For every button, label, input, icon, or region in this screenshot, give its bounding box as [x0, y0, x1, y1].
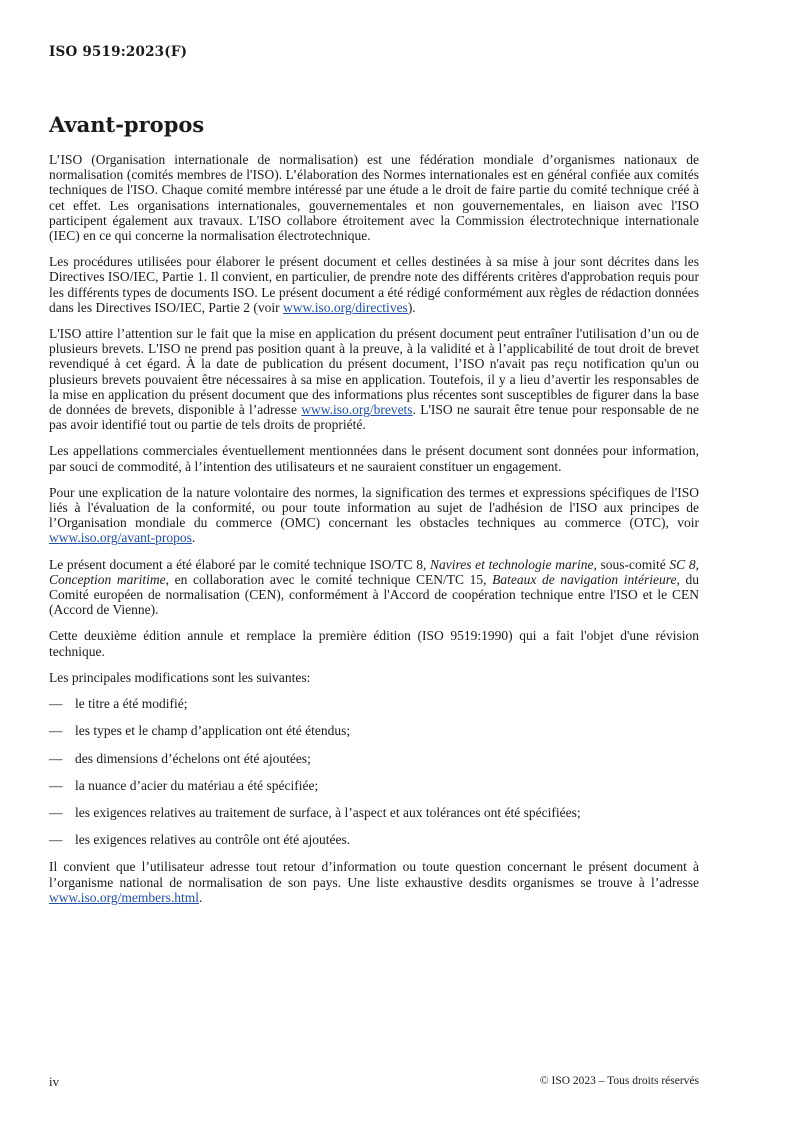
paragraph-text: Il convient que l’utilisateur adresse tout retour d’information ou toute question concernant le présent document à l’organisme national de normalisation de son pays. Une liste exhaustive desdits organismes se trouve à l’adresse — [49, 859, 699, 890]
list-dash: — — [49, 723, 63, 739]
paragraph-text: L'ISO attire l’attention sur le fait que la mise en application du présent document peut entraîner l'utilisation d’un ou de plusieurs brevets. L'ISO ne prend pas position quant à la preuve, à la validité et à l’applicabilité de tout droit de brevet revendiqué à cet égard. À la date de publication du présent document, l’ISO n'avait pas reçu notification qu'un ou plusieurs brevets pouvaient être nécessaires à sa mise en application. Toutefois, il y a lieu d’avertir les responsables de la mise en application du présent document que des informations plus récentes sont susceptibles de figurer dans la base de données de brevets, disponible à l’adresse — [49, 326, 699, 418]
paragraph-text: Les procédures utilisées pour élaborer le présent document et celles destinées à sa mise à jour sont décrites dans les Directives ISO/IEC, Partie 1. Il convient, en particulier, de prendre note des différents critères d'approbation requis pour les différents types de documents ISO. Le présent document a été rédigé conformément aux règles de rédaction données dans les Directives ISO/IEC, Partie 2 (voir — [49, 254, 699, 315]
list-item-text: la nuance d’acier du matériau a été spécifiée; — [75, 777, 319, 793]
paragraph-committee — [49, 557, 699, 618]
list-dash: — — [49, 832, 63, 848]
page-title: Avant-propos — [49, 112, 205, 137]
list-item — [49, 751, 699, 766]
subcommittee-name: SC 8, Conception maritime — [49, 556, 699, 587]
list-item-text: des dimensions d’échelons ont été ajoutées; — [75, 750, 311, 766]
foreword-body — [49, 152, 699, 916]
cen-committee-name: Bateaux de navigation intérieure, — [492, 571, 680, 587]
directives-link[interactable]: www.iso.org/directives — [282, 299, 408, 315]
patents-link[interactable]: www.iso.org/brevets — [301, 402, 413, 418]
list-dash: — — [49, 750, 63, 766]
members-link[interactable]: www.iso.org/members.html — [49, 889, 199, 905]
list-item-text: le titre a été modifié; — [75, 696, 188, 712]
list-item — [49, 696, 699, 711]
paragraph-text: ). — [407, 299, 416, 315]
paragraph-text: Le présent document a été élaboré par le comité technique ISO/TC 8, — [49, 556, 430, 572]
paragraph-text: Pour une explication de la nature volontaire des normes, la signification des termes et expressions spécifiques de l'ISO liés à l'évaluation de la conformité, ou pour toute information au sujet de l'adhésion de l'ISO aux principes de l’Organisation mondiale du commerce (OMC) concernant les obstacles techniques au commerce (OTC), voir — [49, 484, 699, 531]
copyright-notice: © ISO 2023 – Tous droits réservés — [539, 1075, 699, 1087]
list-item — [49, 805, 699, 820]
paragraph-text: , en collaboration avec le comité technique CEN/TC 15, — [165, 571, 493, 587]
list-item-text: les types et le champ d’application ont été étendus; — [75, 723, 351, 739]
list-item-text: les exigences relatives au contrôle ont été ajoutées. — [75, 832, 351, 848]
list-dash: — — [49, 696, 63, 712]
paragraph-trade-names: Les appellations commerciales éventuellement mentionnées dans le présent document sont données pour information, par souci de commodité, à l’intention des utilisateurs et ne sauraient constituer un engagement. — [49, 443, 699, 474]
list-dash: — — [49, 777, 63, 793]
list-item — [49, 832, 699, 847]
paragraph-text: . — [199, 889, 203, 905]
page-number: iv — [49, 1074, 60, 1089]
changes-list — [49, 696, 699, 847]
paragraph-iso-intro: L’ISO (Organisation internationale de normalisation) est une fédération mondiale d’organismes nationaux de normalisation (comités membres de l'ISO). L’élaboration des Normes internationales est en général confiée aux comités techniques de l'ISO. Chaque comité membre intéressé par une étude a le droit de faire partie du comité technique créé à cet effet. Les organisations internationales, gouvernementales et non gouvernementales, en liaison avec l'ISO participent également aux travaux. L'ISO collabore étroitement avec la Commission électrotechnique internationale (IEC) en ce qui concerne la normalisation électrotechnique. — [49, 152, 699, 244]
document-id: ISO 9519:2023(F) — [49, 44, 188, 60]
paragraph-edition: Cette deuxième édition annule et remplace la première édition (ISO 9519:1990) qui a fait l'objet d'une révision technique. — [49, 628, 699, 659]
paragraph-patents — [49, 326, 699, 432]
paragraph-text: . L'ISO ne saurait être tenue pour responsable de ne pas avoir identifié tout ou partie de tels droits de propriété. — [49, 402, 699, 433]
paragraph-voluntary-nature — [49, 485, 699, 546]
list-item — [49, 723, 699, 738]
list-dash: — — [49, 804, 63, 820]
committee-name: Navires et technologie marine, — [430, 556, 597, 572]
paragraph-text: sous-comité — [596, 556, 670, 572]
paragraph-procedures — [49, 254, 699, 315]
list-item-text: les exigences relatives au traitement de surface, à l’aspect et aux tolérances ont été spécifiées; — [75, 804, 581, 820]
paragraph-text: . — [191, 530, 196, 546]
paragraph-changes-intro: Les principales modifications sont les suivantes: — [49, 669, 311, 685]
paragraph-feedback — [49, 859, 699, 905]
list-item — [49, 778, 699, 793]
paragraph-text: du Comité européen de normalisation (CEN), conformément à l'Accord de coopération technique entre l'ISO et le CEN (Accord de Vienne). — [49, 571, 700, 618]
foreword-link[interactable]: www.iso.org/avant-propos — [49, 530, 192, 546]
